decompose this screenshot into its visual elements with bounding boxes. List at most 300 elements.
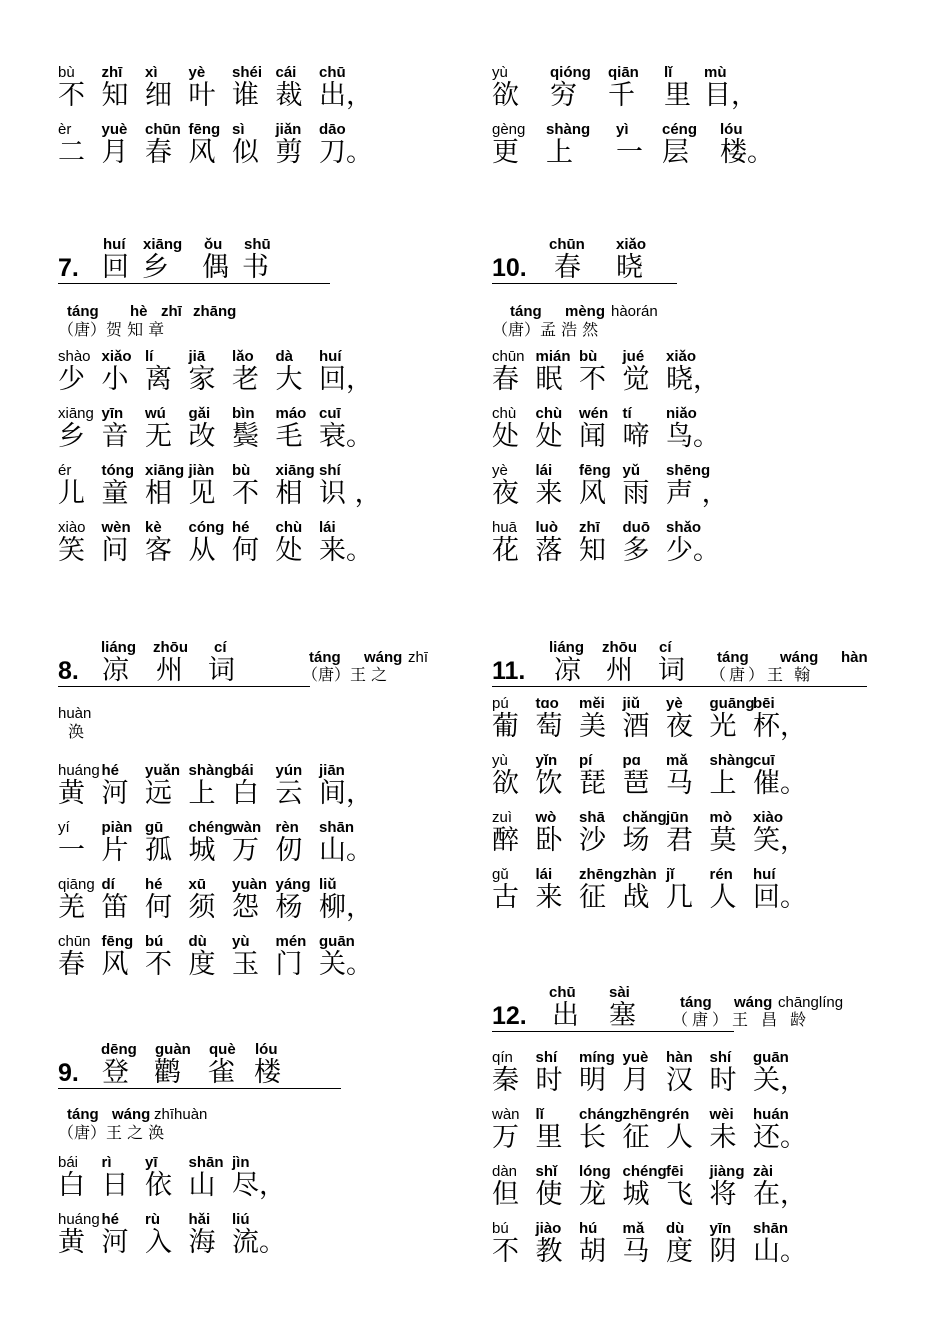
hanzi: 使 [535, 1179, 563, 1210]
hanzi: 晓， [666, 364, 720, 395]
hanzi: 沙 [579, 825, 606, 856]
hanzi: 度 [188, 949, 216, 980]
pinyin: pú [492, 695, 509, 712]
pinyin: guān [319, 933, 355, 950]
author-name: （唐）孟 浩 然 [492, 320, 599, 339]
title-char: 出 [552, 1000, 579, 1031]
hanzi: 少。 [666, 535, 720, 566]
pinyin: chù [492, 405, 517, 422]
hanzi: 关， [753, 1065, 807, 1096]
pinyin: shí [709, 1049, 732, 1066]
title-pinyin: xiāng [143, 236, 183, 253]
pinyin: rén [666, 1106, 690, 1123]
pinyin: měi [579, 695, 605, 712]
poem-body [492, 348, 912, 576]
hanzi: 海 [188, 1227, 216, 1258]
pinyin: èr [58, 121, 72, 138]
pinyin: hé [232, 519, 250, 536]
hanzi: 啼 [622, 421, 650, 452]
hanzi: 处 [275, 535, 303, 566]
hanzi: 度 [666, 1236, 693, 1267]
poem-line [492, 462, 912, 519]
poem-line [58, 64, 478, 121]
pinyin: pí [579, 752, 593, 769]
pinyin: yī [145, 1154, 158, 1171]
poem-line [492, 866, 912, 923]
author-pinyin: hàorán [611, 303, 658, 320]
pinyin: lóu [720, 121, 743, 138]
author-pinyin: zhāng [193, 303, 237, 320]
hanzi: 何 [232, 535, 259, 566]
author-pinyin: wáng [112, 1106, 151, 1123]
pinyin: xì [145, 64, 158, 81]
title-char: 州 [156, 655, 183, 686]
poem-8 [58, 639, 478, 990]
pinyin: bù [58, 64, 75, 81]
hanzi: 黄 [58, 1227, 85, 1258]
hanzi: 来 [535, 882, 563, 913]
hanzi: 雨 [622, 478, 650, 509]
hanzi: 风 [188, 137, 216, 168]
poem-9-tail [492, 64, 912, 178]
hanzi: 笛 [101, 892, 129, 923]
hanzi: 催。 [753, 768, 807, 799]
hanzi: 花 [492, 535, 519, 566]
pinyin: lǐ [664, 64, 673, 81]
pinyin: yè [492, 462, 508, 479]
hanzi: 杯， [753, 711, 807, 742]
hanzi: 马 [666, 768, 693, 799]
title-pinyin: zhōu [602, 639, 637, 656]
hanzi: 乡 [58, 421, 85, 452]
pinyin: fēng [101, 933, 134, 950]
hanzi: 来 [535, 478, 563, 509]
pinyin: yuàn [232, 876, 268, 893]
poem-line [58, 519, 478, 576]
pinyin: zhī [579, 519, 600, 536]
pinyin: liú [232, 1211, 250, 1228]
hanzi: 远 [145, 778, 172, 809]
title-char: 词 [208, 655, 235, 686]
pinyin: niǎo [666, 405, 697, 422]
title-char: 书 [242, 252, 269, 283]
hanzi: 卧 [535, 825, 563, 856]
pinyin: yù [492, 64, 508, 81]
pinyin: huí [753, 866, 776, 883]
hanzi: 须 [188, 892, 216, 923]
author-pinyin: táng [309, 649, 341, 666]
pinyin: bú [492, 1220, 509, 1237]
pinyin: yǐn [535, 752, 558, 769]
pinyin: jiào [535, 1220, 562, 1237]
pinyin: huán [753, 1106, 789, 1123]
hanzi: 里 [664, 80, 691, 111]
hanzi: 将 [709, 1179, 737, 1210]
hanzi: 二 [58, 137, 85, 168]
pinyin: rù [145, 1211, 160, 1228]
poem-line [58, 121, 478, 178]
hanzi: 战 [622, 882, 650, 913]
pinyin: xiāng [145, 462, 185, 479]
hanzi: 见 [188, 478, 216, 509]
hanzi: 一 [616, 137, 643, 168]
title-char: 楼 [254, 1057, 281, 1088]
pinyin: jìn [232, 1154, 250, 1171]
title-pinyin: zhōu [153, 639, 188, 656]
hanzi: 上 [546, 137, 573, 168]
hanzi: 似 [232, 137, 259, 168]
hanzi: 河 [101, 1227, 129, 1258]
pinyin: jiǎn [275, 121, 302, 138]
hanzi: 回。 [753, 882, 807, 913]
pinyin: shā [579, 809, 605, 826]
poem-line [58, 462, 478, 519]
author-pinyin: wáng [734, 994, 773, 1011]
title-pinyin: chūn [549, 236, 585, 253]
poem-line [492, 1049, 912, 1106]
pinyin: piàn [101, 819, 133, 836]
hanzi: 笑 [58, 535, 85, 566]
pinyin: xiào [753, 809, 784, 826]
pinyin: bù [579, 348, 598, 365]
hanzi: 流。 [232, 1227, 286, 1258]
pinyin: jiàn [188, 462, 215, 479]
poem-title [492, 639, 912, 687]
poem-line [58, 933, 478, 990]
title-char: 偶 [202, 252, 229, 283]
hanzi: 依 [145, 1170, 172, 1201]
hanzi: 不 [232, 478, 259, 509]
hanzi: 山 [188, 1170, 216, 1201]
hanzi: 问 [101, 535, 129, 566]
hanzi: 叶 [188, 80, 216, 111]
pinyin: guān [753, 1049, 789, 1066]
pinyin: rì [101, 1154, 112, 1171]
author-name: （唐）王 昌 龄 [672, 1010, 811, 1029]
pinyin: chéng [622, 1163, 667, 1180]
author-pinyin: chānglíng [778, 994, 844, 1011]
pinyin: mǎ [666, 752, 688, 769]
hanzi: 知 [579, 535, 606, 566]
poem-line [492, 752, 912, 809]
pinyin: lóng [579, 1163, 611, 1180]
hanzi: 落 [535, 535, 563, 566]
author-pinyin: wáng [780, 649, 819, 666]
hanzi: 觉 [622, 364, 650, 395]
title-pinyin: cí [659, 639, 672, 656]
title-pinyin: dēng [101, 1041, 137, 1058]
pinyin: xiǎo [666, 348, 697, 365]
hanzi: 城 [188, 835, 216, 866]
author-name: （唐）王 之 涣 [58, 1123, 165, 1142]
pinyin: xiāng [275, 462, 315, 479]
poem-line [58, 405, 478, 462]
title-pinyin: sài [609, 984, 630, 1001]
pinyin: hé [101, 762, 120, 779]
author-pinyin: huàn [58, 705, 92, 722]
hanzi: 孤 [145, 835, 172, 866]
author-pinyin: táng [680, 994, 712, 1011]
hanzi: 不 [579, 364, 606, 395]
author-pinyin: hàn [841, 649, 868, 666]
title-char: 凉 [554, 655, 581, 686]
pinyin: lái [535, 462, 553, 479]
pinyin: shān [188, 1154, 224, 1171]
pinyin: tɑo [535, 695, 559, 712]
hanzi: 欲 [492, 80, 519, 111]
author-line [492, 303, 912, 343]
pinyin: yí [58, 819, 70, 836]
hanzi: 剪 [275, 137, 303, 168]
poem-12 [492, 984, 912, 1277]
pinyin: bái [232, 762, 254, 779]
pinyin: zhēng [622, 1106, 666, 1123]
hanzi: 教 [535, 1236, 563, 1267]
hanzi: 古 [492, 882, 519, 913]
pinyin: hàn [666, 1049, 693, 1066]
author-pinyin: táng [717, 649, 749, 666]
hanzi: 笑， [753, 825, 807, 856]
hanzi: 日 [101, 1170, 129, 1201]
hanzi: 音 [101, 421, 129, 452]
hanzi: 山。 [753, 1236, 807, 1267]
poem-line [492, 519, 912, 576]
pinyin: chǎng [622, 809, 667, 826]
pinyin: jūn [666, 809, 689, 826]
hanzi: 仞 [275, 835, 303, 866]
pinyin: qín [492, 1049, 513, 1066]
title-char: 登 [102, 1057, 129, 1088]
title-char: 州 [606, 655, 633, 686]
hanzi: 识 ， [319, 478, 382, 509]
hanzi: 出， [319, 80, 373, 111]
hanzi: 相 [145, 478, 172, 509]
hanzi: 夜 [492, 478, 519, 509]
hanzi: 不 [58, 80, 85, 111]
pinyin: sì [232, 121, 245, 138]
hanzi: 城 [622, 1179, 650, 1210]
poem-line [492, 1163, 912, 1220]
hanzi: 无 [145, 421, 172, 452]
hanzi: 尽， [232, 1170, 286, 1201]
hanzi: 千 [608, 80, 635, 111]
hanzi: 春 [145, 137, 172, 168]
title-pinyin: huí [103, 236, 126, 253]
hanzi: 秦 [492, 1065, 519, 1096]
hanzi: 酒 [622, 711, 650, 742]
pinyin: rèn [275, 819, 299, 836]
hanzi: 春 [58, 949, 85, 980]
pinyin: yáng [275, 876, 311, 893]
pinyin: wú [145, 405, 166, 422]
hanzi: 多 [622, 535, 650, 566]
hanzi: 怨 [232, 892, 259, 923]
pinyin: wò [535, 809, 557, 826]
hanzi: 汉 [666, 1065, 693, 1096]
poem-title [58, 639, 478, 687]
hanzi: 处 [492, 421, 519, 452]
pinyin: jǐ [666, 866, 675, 883]
hanzi: 在， [753, 1179, 807, 1210]
hanzi: 眠 [535, 364, 563, 395]
pinyin: hé [145, 876, 163, 893]
author-pinyin: zhīhuàn [154, 1106, 208, 1123]
hanzi: 几 [666, 882, 693, 913]
hanzi: 层 [662, 137, 689, 168]
poem-title [492, 236, 912, 284]
hanzi: 征 [622, 1122, 650, 1153]
pinyin: jiàng [709, 1163, 745, 1180]
hanzi: 谁 [232, 80, 259, 111]
hanzi: 山。 [319, 835, 373, 866]
title-pinyin: shū [244, 236, 271, 253]
hanzi: 云 [275, 778, 303, 809]
pinyin: céng [662, 121, 698, 138]
author-pinyin: táng [67, 1106, 99, 1123]
pinyin: cuī [753, 752, 775, 769]
hanzi: 何 [145, 892, 172, 923]
hanzi: 阴 [709, 1236, 737, 1267]
pinyin: yuǎn [145, 762, 181, 779]
hanzi: 明 [579, 1065, 606, 1096]
hanzi: 但 [492, 1179, 519, 1210]
pinyin: míng [579, 1049, 615, 1066]
pinyin: zuì [492, 809, 513, 826]
poem-number: 10. [492, 254, 527, 282]
poem-line [492, 405, 912, 462]
pinyin: zhēng [579, 866, 623, 883]
hanzi: 知 [101, 80, 129, 111]
pinyin: mén [275, 933, 307, 950]
pinyin: chūn [492, 348, 525, 365]
title-pinyin: ǒu [204, 236, 223, 253]
poem-line [492, 348, 912, 405]
pinyin: xiào [58, 519, 86, 536]
pinyin: shàng [709, 752, 754, 769]
hanzi: 长 [579, 1122, 606, 1153]
poem-body [492, 1049, 912, 1277]
poem-title [58, 236, 478, 284]
hanzi: 琶 [622, 768, 650, 799]
pinyin: guāng [709, 695, 755, 712]
poem-11 [492, 639, 912, 923]
pinyin: mù [704, 64, 727, 81]
pinyin: fēi [666, 1163, 684, 1180]
pinyin: huáng [58, 1211, 100, 1228]
hanzi: 时 [709, 1065, 737, 1096]
title-pinyin: cí [214, 639, 227, 656]
pinyin: hé [101, 1211, 120, 1228]
pinyin: chù [275, 519, 303, 536]
hanzi: 衰。 [319, 421, 373, 452]
author-name: （唐）贺 知 章 [58, 320, 165, 339]
hanzi: 回， [319, 364, 373, 395]
pinyin: wàn [492, 1106, 520, 1123]
hanzi: 裁 [275, 80, 303, 111]
pinyin: chù [535, 405, 563, 422]
hanzi: 刀。 [319, 137, 373, 168]
hanzi: 上 [188, 778, 216, 809]
hanzi: 毛 [275, 421, 303, 452]
author-name: （唐）王 之 [302, 665, 388, 684]
pinyin: yǔ [622, 462, 641, 479]
poem-body [58, 348, 478, 576]
hanzi: 处 [535, 421, 563, 452]
hanzi: 不 [145, 949, 172, 980]
poem-line [492, 1106, 912, 1163]
pinyin: shēng [666, 462, 711, 479]
pinyin: zhàn [622, 866, 657, 883]
poem-6-tail [58, 64, 478, 178]
pinyin: fēng [579, 462, 611, 479]
pinyin: chūn [58, 933, 91, 950]
title-pinyin: xiǎo [616, 236, 647, 253]
hanzi: 还。 [753, 1122, 807, 1153]
pinyin: cóng [188, 519, 225, 536]
poem-line [492, 1220, 912, 1277]
hanzi: 杨 [275, 892, 303, 923]
pinyin: wén [579, 405, 609, 422]
pinyin: xiǎo [101, 348, 132, 365]
hanzi: 鬓 [232, 421, 259, 452]
pinyin: bú [145, 933, 164, 950]
pinyin: dí [101, 876, 115, 893]
pinyin: zhī [101, 64, 123, 81]
author-pinyin: hè [130, 303, 148, 320]
hanzi: 风 [101, 949, 129, 980]
pinyin: dà [275, 348, 294, 365]
pinyin: pɑ [622, 752, 641, 769]
pinyin: lǎo [232, 348, 254, 365]
pinyin: liǔ [319, 876, 337, 893]
hanzi: 欲 [492, 768, 519, 799]
pinyin: shǐ [535, 1163, 558, 1180]
hanzi: 万 [492, 1122, 519, 1153]
hanzi: 万 [232, 835, 259, 866]
pinyin: cháng [579, 1106, 624, 1123]
hanzi: 醉 [492, 825, 519, 856]
poem-line [492, 809, 912, 866]
hanzi: 门 [275, 949, 303, 980]
hanzi: 龙 [579, 1179, 606, 1210]
author-pinyin: táng [67, 303, 99, 320]
pinyin: yún [275, 762, 303, 779]
hanzi: 相 [275, 478, 303, 509]
pinyin: hú [579, 1220, 598, 1237]
pinyin: gǎi [188, 405, 211, 422]
pinyin: xiāng [58, 405, 94, 422]
poem-body [58, 762, 478, 990]
hanzi: 春 [492, 364, 519, 395]
pinyin: huā [492, 519, 518, 536]
pinyin: luò [535, 519, 558, 536]
hanzi: 间， [319, 778, 373, 809]
hanzi: 柳， [319, 892, 373, 923]
pinyin: shí [535, 1049, 558, 1066]
poem-9 [58, 1041, 478, 1268]
hanzi: 未 [709, 1122, 737, 1153]
poem-body [58, 1154, 478, 1268]
pinyin: dāo [319, 121, 346, 138]
pinyin: jué [622, 348, 645, 365]
hanzi: 声 ， [666, 478, 729, 509]
pinyin: yuè [101, 121, 128, 138]
hanzi: 闻 [579, 421, 606, 452]
pinyin: mǎ [622, 1220, 645, 1237]
hanzi: 家 [188, 364, 216, 395]
pinyin: fēng [188, 121, 221, 138]
pinyin: kè [145, 519, 162, 536]
